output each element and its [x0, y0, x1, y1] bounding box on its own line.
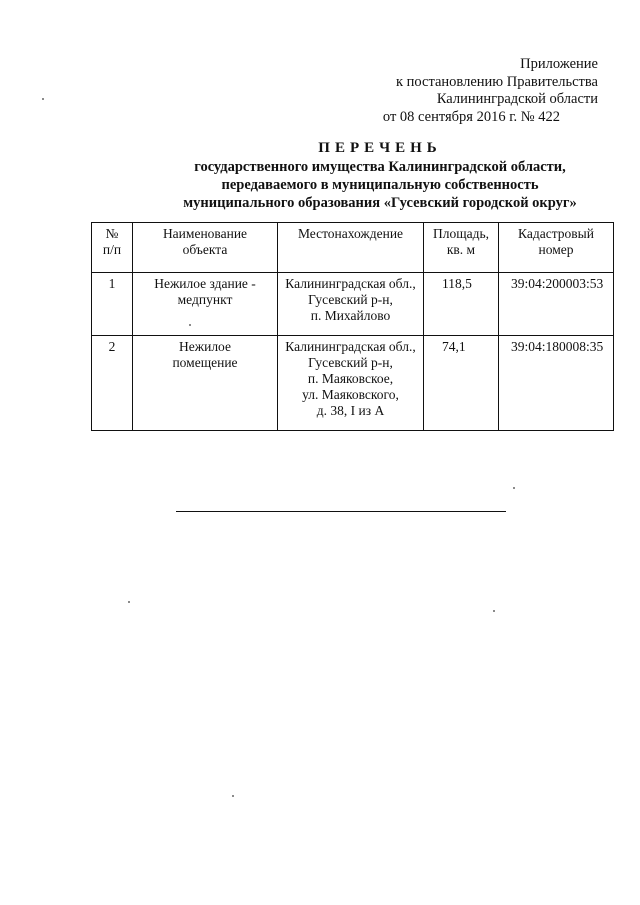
- property-table: [91, 222, 614, 431]
- cell-number: 2: [92, 336, 133, 431]
- cell-name: Нежилое здание - медпункт: [133, 273, 278, 336]
- table-row: [92, 273, 614, 336]
- appendix-title: Приложение: [520, 56, 598, 72]
- scan-speck: [42, 98, 44, 100]
- header-cadastral: Кадастровый номер: [499, 223, 614, 273]
- cell-cadastral: 39:04:200003:53: [499, 273, 614, 336]
- table-header-row: [92, 223, 614, 273]
- subtitle-line: муниципального образования «Гусевский городской округ»: [183, 195, 577, 211]
- appendix-date-number: от 08 сентября 2016 г. № 422: [382, 108, 560, 125]
- cell-area: 74,1: [424, 336, 499, 431]
- header-name: Наименование объекта: [133, 223, 278, 273]
- header-location: Местонахождение: [278, 223, 424, 273]
- scan-speck: [513, 487, 515, 489]
- subtitle-line: передаваемого в муниципальную собственность: [221, 177, 539, 193]
- scan-speck: [493, 610, 495, 612]
- closing-rule: [176, 511, 506, 512]
- scan-speck: [128, 601, 130, 603]
- appendix-header: [330, 56, 598, 126]
- cell-cadastral: 39:04:180008:35: [499, 336, 614, 431]
- appendix-region: Калининградской области: [436, 91, 598, 107]
- cell-number: 1: [92, 273, 133, 336]
- document-subtitle: [60, 158, 640, 212]
- subtitle-line: государственного имущества Калининградской области,: [194, 159, 566, 175]
- cell-location: Калининградская обл., Гусевский р-н, п. Михайлово: [278, 273, 424, 336]
- header-area: Площадь, кв. м: [424, 223, 499, 273]
- document-title: ПЕРЕЧЕНЬ: [318, 140, 442, 156]
- appendix-reference: к постановлению Правительства: [396, 73, 598, 90]
- cell-location: Калининградская обл., Гусевский р-н, п. Маяковское, ул. Маяковского, д. 38, I из А: [278, 336, 424, 431]
- header-number: № п/п: [92, 223, 133, 273]
- cell-area: 118,5: [424, 273, 499, 336]
- cell-name: Нежилое помещение: [133, 336, 278, 431]
- scan-speck: [189, 324, 191, 326]
- scan-speck: [232, 795, 234, 797]
- table-row: [92, 336, 614, 431]
